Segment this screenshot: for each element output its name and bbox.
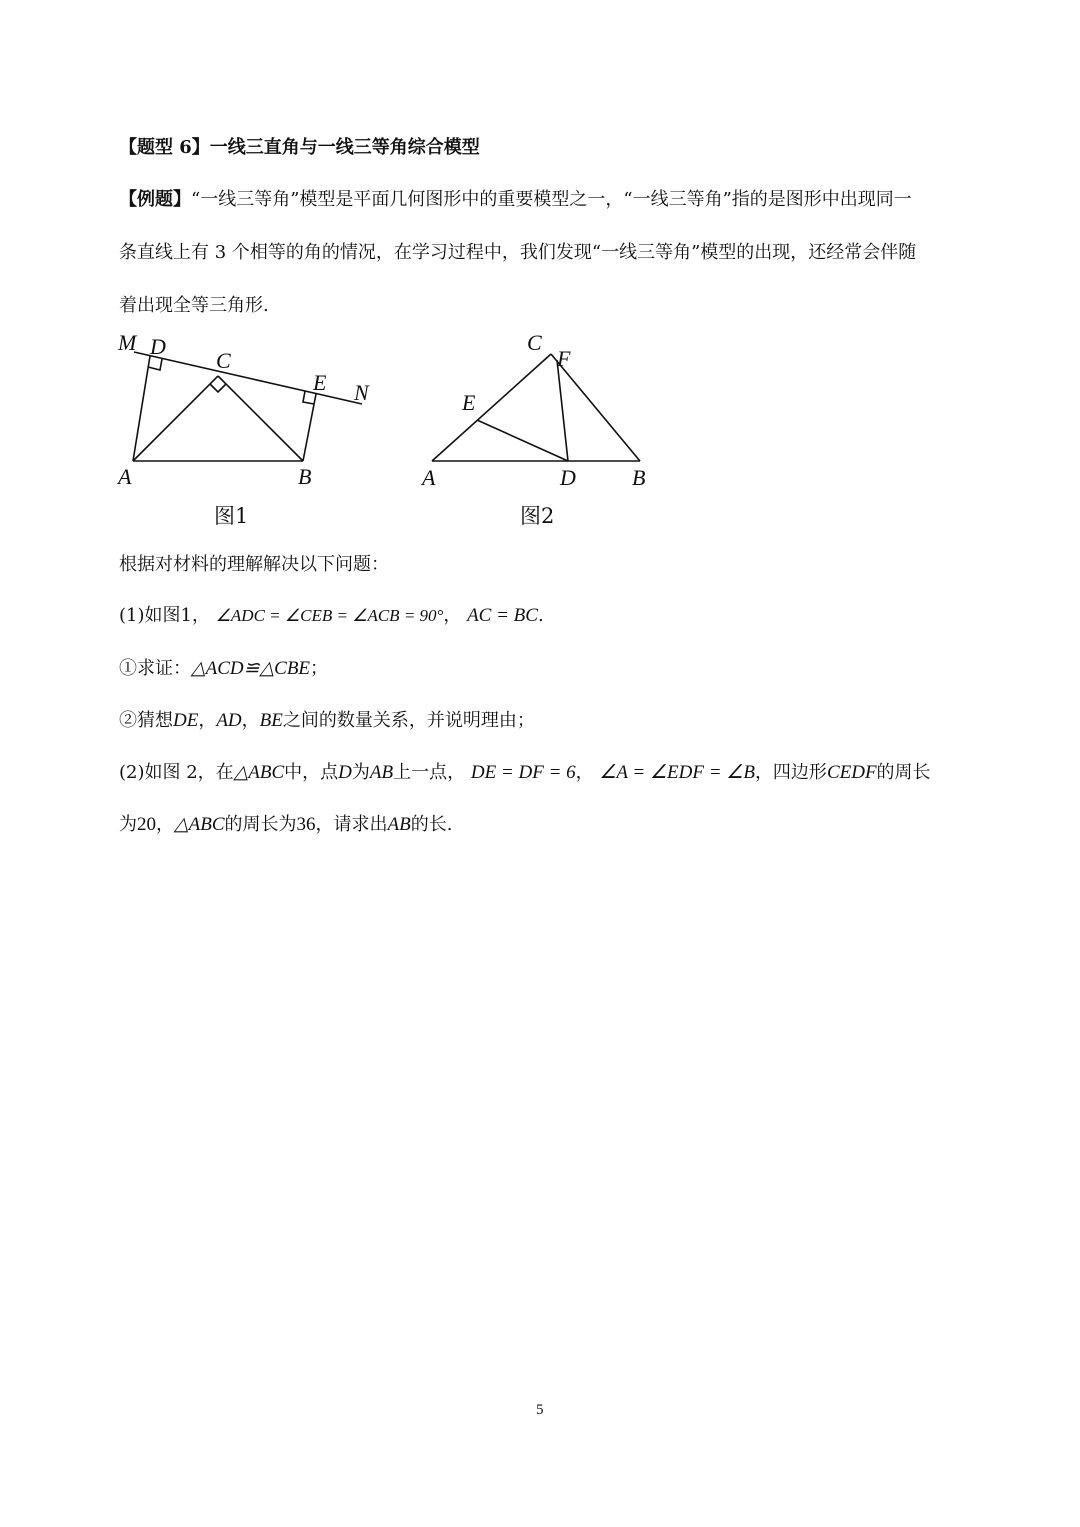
label-F2: F bbox=[557, 346, 571, 371]
figures bbox=[110, 330, 670, 499]
q2-mid-5: 的周长 bbox=[876, 762, 931, 783]
label-E2: E bbox=[462, 390, 476, 415]
segment-ED bbox=[477, 420, 568, 461]
segment-BE bbox=[303, 394, 316, 461]
q2-mid-4: ，四边形 bbox=[754, 762, 827, 783]
segment-FD bbox=[557, 360, 568, 461]
label-A: A bbox=[118, 464, 132, 489]
q2-comma-1: ， bbox=[575, 762, 594, 783]
label-D2: D bbox=[560, 465, 576, 490]
question-1 bbox=[119, 601, 544, 627]
q1-condition: ∠ADC = ∠CEB = ∠ACB = 90° bbox=[215, 606, 444, 625]
label-D: D bbox=[150, 334, 166, 359]
label-A2: A bbox=[422, 465, 436, 490]
label-B2: B bbox=[632, 465, 646, 490]
q1b-term-3: BE bbox=[259, 710, 283, 731]
heading-bracket-close: 】 bbox=[191, 137, 210, 158]
label-C2: C bbox=[527, 330, 542, 355]
q1-prefix: (1)如图1， bbox=[119, 605, 210, 626]
q2-mid-1: 中，点 bbox=[284, 762, 339, 783]
q1-end: . bbox=[537, 605, 544, 626]
q1b-term-1: DE bbox=[173, 710, 199, 731]
example-text-3: 着出现全等三角形. bbox=[119, 295, 269, 316]
figure-2-caption: 图2 bbox=[520, 504, 555, 528]
right-angle-D bbox=[148, 359, 162, 370]
q2-line2-prefix: 为 bbox=[119, 814, 137, 835]
geometry-figures bbox=[110, 330, 670, 495]
figure-1-caption: 图1 bbox=[214, 504, 249, 528]
example-line-3 bbox=[119, 291, 269, 317]
line-MN bbox=[134, 352, 362, 404]
q2-triangle-2: △ABC bbox=[174, 814, 225, 835]
q2-mid-8: 的长. bbox=[410, 814, 453, 835]
label-M: M bbox=[118, 330, 137, 355]
q2-prefix: (2)如图 2，在 bbox=[119, 762, 234, 783]
label-E: E bbox=[313, 370, 327, 395]
example-line-1 bbox=[119, 185, 912, 211]
q2-eq-2: ∠A = ∠EDF = ∠B bbox=[599, 762, 755, 783]
q2-point-d: D bbox=[338, 762, 352, 783]
q2-comma-2: ， bbox=[156, 814, 174, 835]
example-label: 【例题】 bbox=[119, 189, 191, 210]
question-1a bbox=[119, 654, 328, 680]
question-2-line-1 bbox=[119, 758, 931, 784]
label-C: C bbox=[216, 348, 231, 373]
q2-mid-3: 上一点， bbox=[393, 762, 466, 783]
q1a-prefix: ①求证： bbox=[119, 658, 191, 679]
instruction: 根据对材料的理解解决以下问题： bbox=[119, 554, 389, 575]
q2-quad: CEDF bbox=[826, 762, 877, 783]
q2-mid-7: ，请求出 bbox=[315, 814, 388, 835]
q2-mid-6: 的周长为 bbox=[224, 814, 297, 835]
q1b-comma-2: ， bbox=[241, 710, 260, 731]
q2-value-20: 20 bbox=[137, 814, 156, 835]
q1b-term-2: AD bbox=[216, 710, 242, 731]
q2-ab-2: AB bbox=[387, 814, 411, 835]
heading-title: 一线三直角与一线三等角综合模型 bbox=[209, 137, 480, 158]
example-text-1: “一线三等角”模型是平面几何图形中的重要模型之一，“一线三等角”指的是图形中出现同一 bbox=[191, 189, 912, 210]
example-text-2: 条直线上有 3 个相等的角的情况，在学习过程中，我们发现“一线三等角”模型的出现，还经常会伴随 bbox=[119, 242, 917, 263]
q1-condition-2: AC = BC bbox=[467, 605, 538, 626]
figure-1-diagram bbox=[133, 352, 362, 461]
right-angle-C bbox=[210, 384, 226, 392]
q1a-end: ； bbox=[310, 658, 329, 679]
q1b-prefix: ②猜想 bbox=[119, 710, 173, 731]
q1-sep: ， bbox=[443, 605, 462, 626]
heading-type-label: 题型 6 bbox=[137, 137, 192, 158]
segment-AC bbox=[133, 376, 218, 461]
page-number: 5 bbox=[536, 1402, 544, 1418]
q2-value-36: 36 bbox=[296, 814, 316, 835]
example-line-2 bbox=[119, 238, 916, 264]
label-N: N bbox=[354, 380, 369, 405]
q2-mid-2: 为 bbox=[351, 762, 370, 783]
q1b-comma-1: ， bbox=[198, 710, 217, 731]
q1b-suffix: 之间的数量关系，并说明理由； bbox=[282, 710, 535, 731]
question-1b bbox=[119, 706, 535, 732]
section-heading bbox=[119, 133, 480, 159]
segment-AD bbox=[133, 356, 150, 461]
segment-CB bbox=[218, 376, 303, 461]
q2-eq-1: DE = DF = 6 bbox=[470, 762, 576, 783]
q2-triangle: △ABC bbox=[233, 762, 285, 783]
q1a-statement: △ACD≌△CBE bbox=[191, 658, 311, 679]
heading-bracket-open: 【 bbox=[119, 137, 137, 158]
q2-ab: AB bbox=[369, 762, 394, 783]
label-B: B bbox=[298, 464, 312, 489]
question-2-line-2 bbox=[119, 810, 452, 836]
